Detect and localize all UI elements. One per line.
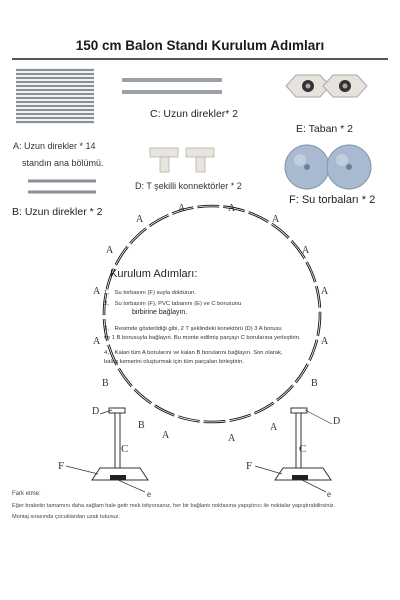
note-line-2: Montaj sırasında çocuklardan uzak tutunuz. bbox=[12, 514, 120, 520]
arch-label-a: A bbox=[93, 286, 101, 297]
arch-label-a: A bbox=[178, 203, 186, 214]
part-c-label: C: Uzun direkler* 2 bbox=[150, 108, 239, 120]
t-connector-icon bbox=[150, 148, 214, 172]
part-e-label: E: Taban * 2 bbox=[296, 123, 354, 135]
stand-label-e: e bbox=[147, 489, 151, 499]
part-b-label: B: Uzun direkler * 2 bbox=[12, 206, 103, 218]
stand-label-f: F bbox=[246, 460, 253, 472]
stand-label-c: C bbox=[121, 443, 129, 455]
stand-label-c: C bbox=[299, 443, 307, 455]
page-title: 150 cm Balon Standı Kurulum Adımları bbox=[75, 38, 325, 53]
step-1: 1、 Su torbasını (F) suyla doldurun. bbox=[104, 290, 196, 296]
step-2: 2、 Su torbasını (F), PVC tabanını (E) ve C borusunu bbox=[104, 301, 242, 307]
part-a-label: A: Uzun direkler * 14 bbox=[13, 141, 96, 151]
part-a-description: standın ana bölümü. bbox=[22, 158, 104, 168]
arch-label-b: B bbox=[311, 378, 318, 389]
arch-label-a: A bbox=[106, 245, 114, 256]
arch-label-a: A bbox=[228, 433, 236, 444]
step-2-continued: birbirine bağlayın. bbox=[132, 309, 188, 316]
step-3-continued: ve 1 B borusuyla bağlayın. Bu monte edilmiş parçayı C borularına yerleştirin. bbox=[104, 335, 301, 341]
arch-label-a: A bbox=[93, 336, 101, 347]
arch-label-b: B bbox=[138, 420, 145, 431]
arch-label-b: B bbox=[102, 378, 109, 389]
arch-label-a: A bbox=[321, 286, 329, 297]
long-poles-b-icon bbox=[28, 181, 96, 192]
step-4-continued: balon kemerini oluşturmak için tüm parçaları birleştirin. bbox=[104, 359, 244, 365]
long-poles-a-icon bbox=[16, 70, 94, 122]
step-4: 4、 Kalan tüm A borularını ve kalan B borularını bağlayın. Son olarak, bbox=[104, 350, 283, 356]
part-f-label: F: Su torbaları * 2 bbox=[289, 194, 376, 206]
steps-heading: Kurulum Adımları: bbox=[110, 268, 198, 280]
arch-label-a: A bbox=[270, 422, 278, 433]
arch-label-a: A bbox=[136, 214, 144, 225]
stand-label-f: F bbox=[58, 460, 65, 472]
note-title: Fark etme: bbox=[12, 491, 41, 497]
arch-label-a: A bbox=[228, 203, 236, 214]
arch-label-a: A bbox=[321, 336, 329, 347]
stand-label-e: e bbox=[327, 489, 331, 499]
stand-label-d: D bbox=[92, 406, 100, 417]
water-bag-icon bbox=[285, 145, 371, 189]
arch-label-a: A bbox=[302, 245, 310, 256]
step-3: 3、 Resimde gösterildiği gibi, 2 T şeklindeki konektörü (D) 3 A borusu bbox=[104, 326, 282, 332]
part-d-label: D: T şekilli konnektörler * 2 bbox=[135, 181, 242, 191]
note-line-1: Eğer braketin tamamını daha sağlam hale getir mek istiyorsanız, her bir bağlantı noktasına yapıştırıcı ile noktalar yapıştırabilirsiniz. bbox=[12, 503, 336, 509]
long-poles-c-icon bbox=[122, 80, 222, 92]
stand-label-d: D bbox=[333, 416, 341, 427]
arch-label-a: A bbox=[162, 430, 170, 441]
base-icon bbox=[286, 75, 367, 97]
arch-label-a: A bbox=[272, 214, 280, 225]
